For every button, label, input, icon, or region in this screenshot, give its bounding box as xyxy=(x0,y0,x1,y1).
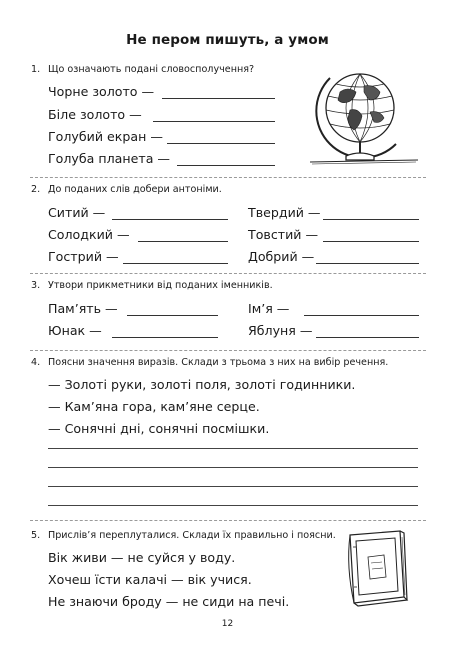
task-5-item-3: Не знаючи броду — не сиди на печі. xyxy=(48,594,290,609)
task-2-right-answer-line-3[interactable] xyxy=(316,263,419,264)
task-2-left-answer-line-3[interactable] xyxy=(123,263,228,264)
task-1-answer-line-1[interactable] xyxy=(162,98,275,99)
task-3-instruction: Утвори прикметники від поданих іменників. xyxy=(48,280,273,291)
task-2-left-item-1: Ситий — xyxy=(48,205,106,220)
separator xyxy=(30,350,426,351)
page-number: 12 xyxy=(221,619,234,629)
task-1-answer-line-4[interactable] xyxy=(177,165,275,166)
separator xyxy=(30,177,426,178)
task-1-item-3: Голубий екран — xyxy=(48,129,163,144)
writing-line-1[interactable] xyxy=(48,448,418,449)
task-2-right-item-3: Добрий — xyxy=(248,249,315,264)
task-1-item-1: Чорне золото — xyxy=(48,84,155,99)
task-1-item-2: Біле золото — xyxy=(48,107,142,122)
task-2-left-answer-line-2[interactable] xyxy=(138,241,228,242)
task-3-right-item-2: Яблуня — xyxy=(248,323,313,338)
task-5-item-2: Хочеш їсти калачі — вік учися. xyxy=(48,572,252,587)
task-2-left-item-3: Гострий — xyxy=(48,249,119,264)
task-1-item-4: Голуба планета — xyxy=(48,151,171,166)
writing-line-2[interactable] xyxy=(48,467,418,468)
task-2-right-item-2: Товстий — xyxy=(248,227,319,242)
task-4-number: 4. xyxy=(31,357,41,368)
task-1-number: 1. xyxy=(31,64,41,75)
task-1-instruction: Що означають подані словосполучення? xyxy=(48,64,255,75)
task-2-left-item-2: Солодкий — xyxy=(48,227,130,242)
task-2-number: 2. xyxy=(31,184,41,195)
task-3-left-answer-line-2[interactable] xyxy=(112,337,218,338)
task-1-answer-line-2[interactable] xyxy=(153,121,275,122)
task-3-left-item-2: Юнак — xyxy=(48,323,102,338)
task-5-instruction: Прислів’я переплуталися. Склади їх правильно і поясни. xyxy=(48,530,336,541)
task-4-instruction: Поясни значення виразів. Склади з трьома з них на вибір речення. xyxy=(48,357,389,368)
task-4-item-2: — Кам’яна гора, кам’яне серце. xyxy=(48,399,260,414)
task-2-right-answer-line-2[interactable] xyxy=(323,241,419,242)
separator xyxy=(30,520,426,521)
task-4-item-1: — Золоті руки, золоті поля, золоті годинники. xyxy=(48,377,356,392)
separator xyxy=(30,273,426,274)
task-1-answer-line-3[interactable] xyxy=(167,143,275,144)
writing-line-3[interactable] xyxy=(48,486,418,487)
task-5-number: 5. xyxy=(31,530,41,541)
task-2-right-item-1: Твердий — xyxy=(248,205,321,220)
task-3-right-answer-line-1[interactable] xyxy=(304,315,419,316)
task-3-left-item-1: Пам’ять — xyxy=(48,301,118,316)
globe-icon xyxy=(308,56,420,168)
page-title: Не пером пишуть, а умом xyxy=(126,32,329,48)
task-3-right-answer-line-2[interactable] xyxy=(316,337,419,338)
task-2-left-answer-line-1[interactable] xyxy=(112,219,228,220)
task-3-right-item-1: Ім’я — xyxy=(248,301,290,316)
book-icon xyxy=(342,527,412,607)
task-2-instruction: До поданих слів добери антоніми. xyxy=(48,184,222,195)
writing-line-4[interactable] xyxy=(48,505,418,506)
task-3-number: 3. xyxy=(31,280,41,291)
task-3-left-answer-line-1[interactable] xyxy=(127,315,218,316)
task-4-item-3: — Сонячні дні, сонячні посмішки. xyxy=(48,421,270,436)
task-5-item-1: Вік живи — не суйся у воду. xyxy=(48,550,236,565)
task-2-right-answer-line-1[interactable] xyxy=(323,219,419,220)
